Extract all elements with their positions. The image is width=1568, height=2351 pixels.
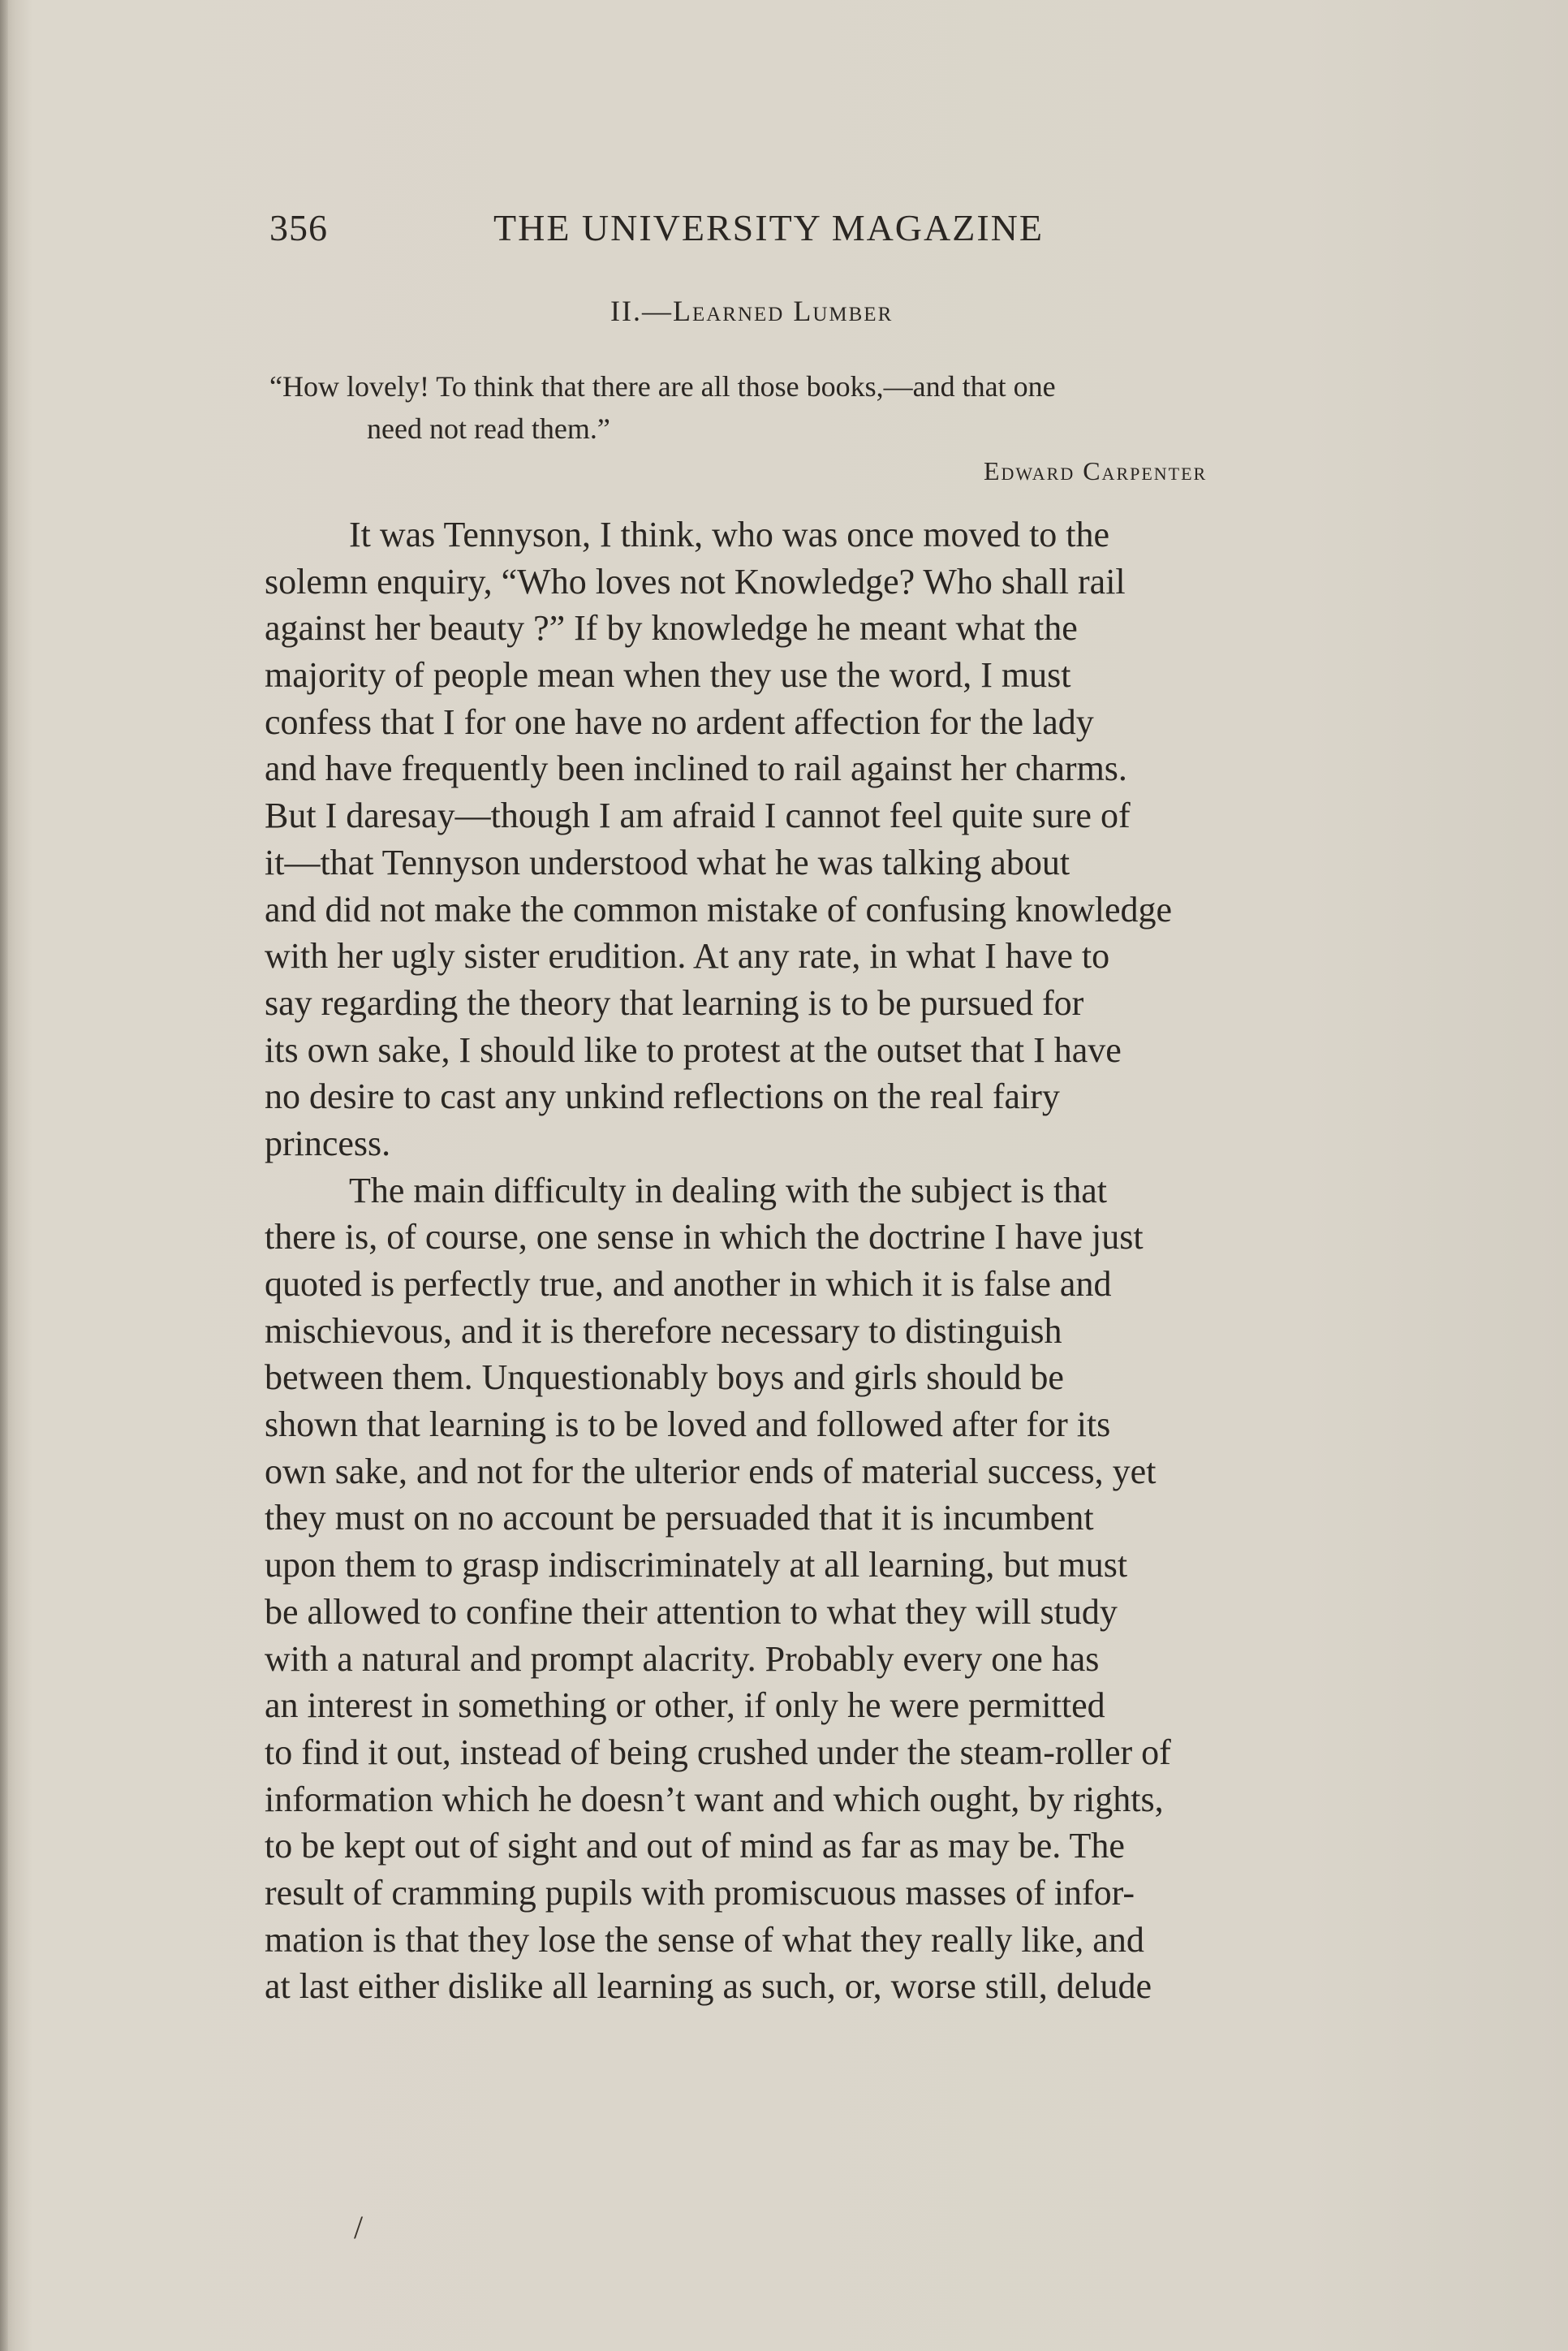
text-line: be allowed to confine their attention to what they will study	[265, 1591, 1118, 1632]
epigraph-attribution: Edward Carpenter	[984, 456, 1208, 485]
page-header	[269, 206, 1151, 263]
text-line: between them. Unquestionably boys and girls should be	[265, 1357, 1064, 1398]
text-line: at last either dislike all learning as such, or, worse still, delude	[265, 1966, 1152, 2007]
text-line: say regarding the theory that learning is to be pursued for	[265, 982, 1084, 1023]
text-line: It was Tennyson, I think, who was once moved to the	[349, 515, 1110, 554]
text-line: quoted is perfectly true, and another in which it is false and	[265, 1264, 1112, 1304]
body-text	[265, 511, 1401, 2010]
running-title: THE UNIVERSITY MAGAZINE	[493, 207, 1044, 248]
text-line: an interest in something or other, if only he were permitted	[265, 1685, 1105, 1726]
text-line: with her ugly sister erudition. At any rate, in what I have to	[265, 936, 1110, 977]
page-number: 356	[269, 207, 328, 248]
text-line: majority of people mean when they use the word, I must	[265, 655, 1071, 696]
text-line: to be kept out of sight and out of mind as far as may be. The	[265, 1826, 1125, 1866]
pencil-mark: /	[354, 2209, 364, 2245]
text-line: shown that learning is to be loved and followed after for its	[265, 1404, 1111, 1445]
text-line: it—that Tennyson understood what he was talking about	[265, 842, 1070, 882]
epigraph-line: “How lovely! To think that there are all those books,—and that one	[269, 370, 1056, 403]
text-line: information which he doesn’t want and which ought, by rights,	[265, 1779, 1164, 1819]
text-line: own sake, and not for the ulterior ends of material success, yet	[265, 1451, 1157, 1491]
epigraph-line: need not read them.”	[367, 412, 610, 445]
text-line: upon them to grasp indiscriminately at all learning, but must	[265, 1545, 1128, 1585]
text-line: But I daresay—though I am afraid I cannot feel quite sure of	[265, 796, 1131, 836]
text-line: they must on no account be persuaded that it is incumbent	[265, 1498, 1094, 1538]
text-line: its own sake, I should like to protest at the outset that I have	[265, 1029, 1122, 1070]
text-line: there is, of course, one sense in which the doctrine I have just	[265, 1217, 1144, 1257]
text-line: and did not make the common mistake of confusing knowledge	[265, 889, 1173, 930]
text-line: princess.	[265, 1123, 391, 1163]
text-line: mation is that they lose the sense of what they really like, and	[265, 1919, 1144, 1960]
paragraph-2	[265, 1167, 1401, 2010]
text-line: solemn enquiry, “Who loves not Knowledge? Who shall rail	[265, 561, 1126, 602]
text-line: no desire to cast any unkind reflections on the real fairy	[265, 1076, 1060, 1117]
text-line: confess that I for one have no ardent affection for the lady	[265, 701, 1094, 742]
text-line: to find it out, instead of being crushed under the steam-roller of	[265, 1732, 1171, 1772]
text-line: mischievous, and it is therefore necessary to distinguish	[265, 1310, 1062, 1351]
epigraph	[269, 365, 1406, 450]
text-line: result of cramming pupils with promiscuous masses of infor-	[265, 1872, 1135, 1913]
page-spine-shadow	[0, 0, 8, 2351]
text-line: and have frequently been inclined to rail against her charms.	[265, 748, 1127, 789]
text-line: with a natural and prompt alacrity. Probably every one has	[265, 1638, 1100, 1679]
paragraph-1	[265, 511, 1401, 1167]
text-line: against her beauty ?” If by knowledge he meant what the	[265, 608, 1078, 649]
text-line: The main difficulty in dealing with the subject is that	[349, 1170, 1107, 1210]
section-title: II.—Learned Lumber	[610, 295, 894, 327]
